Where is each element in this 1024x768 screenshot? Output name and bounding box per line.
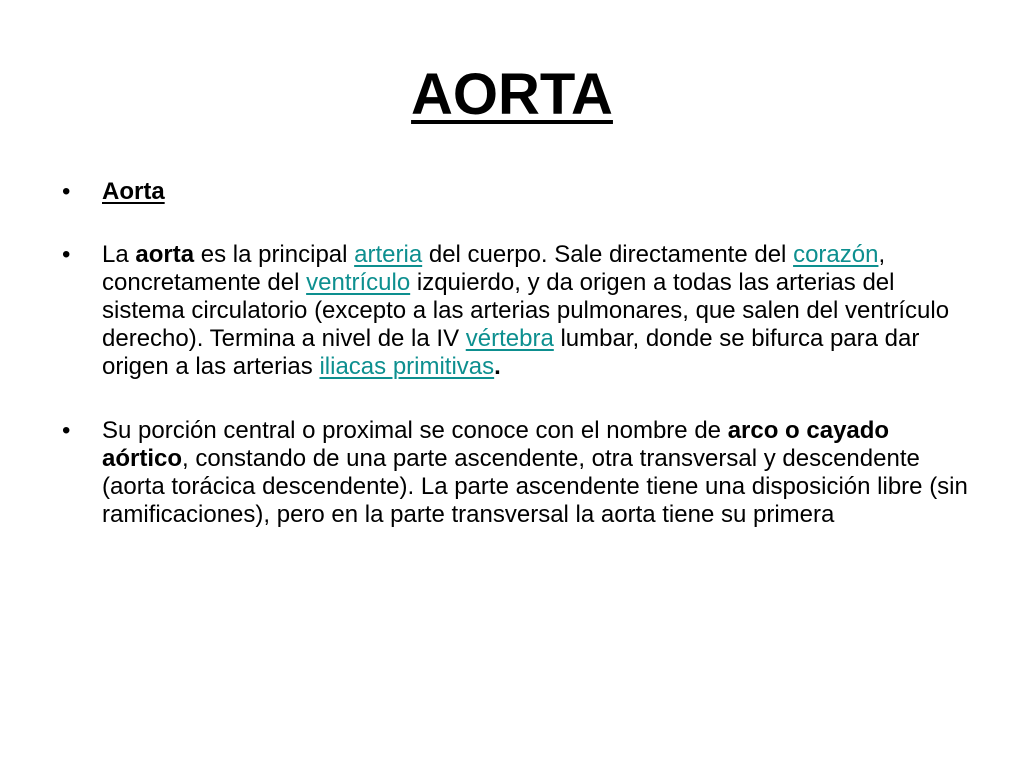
slide-content xyxy=(62,178,982,551)
text-run: Su porción central o proximal se conoce con el nombre de xyxy=(102,417,728,444)
text-run: , constando de una parte ascendente, otra transversal y descendente (aorta torácica descendente). La parte ascendente tiene una disposición libre (sin ramificaciones), pero en la parte transversal la aorta tiene su primera xyxy=(102,445,968,528)
link-corazon[interactable]: corazón xyxy=(793,241,879,268)
text-run: lumbar, donde se bifurca para dar origen a las arterias xyxy=(102,325,920,380)
bullet-dot: • xyxy=(62,417,71,444)
link-arteria[interactable]: arteria xyxy=(354,241,423,268)
text-run: , concretamente del xyxy=(102,241,886,296)
slide-title: AORTA xyxy=(411,62,613,127)
bullet-text-arco xyxy=(102,417,982,529)
bullet-item-arco xyxy=(62,417,982,529)
bullet-text-definition xyxy=(102,241,982,381)
bullet-item-heading xyxy=(62,178,982,206)
text-run: La xyxy=(102,241,136,268)
bold-term-aorta: aorta xyxy=(135,241,195,268)
text-run: izquierdo, y da origen a todas las arterias del sistema circulatorio (excepto a las arterias pulmonares, que salen del ventrículo derecho). Termina a nivel de la IV xyxy=(102,269,950,352)
link-iliacas-primitivas[interactable]: iliacas primitivas xyxy=(319,353,495,380)
link-ventriculo[interactable]: ventrículo xyxy=(306,269,411,296)
bullet-heading-aorta: Aorta xyxy=(102,178,165,205)
bold-term-arco-aortico: arco o cayado aórtico xyxy=(102,417,890,472)
bullet-dot: • xyxy=(62,178,71,205)
text-run: es la principal xyxy=(194,241,355,268)
bullet-dot: • xyxy=(62,241,71,268)
link-vertebra[interactable]: vértebra xyxy=(465,325,554,352)
bullet-item-definition xyxy=(62,241,982,381)
text-run: . xyxy=(494,353,501,380)
text-run: del cuerpo. Sale directamente del xyxy=(422,241,794,268)
